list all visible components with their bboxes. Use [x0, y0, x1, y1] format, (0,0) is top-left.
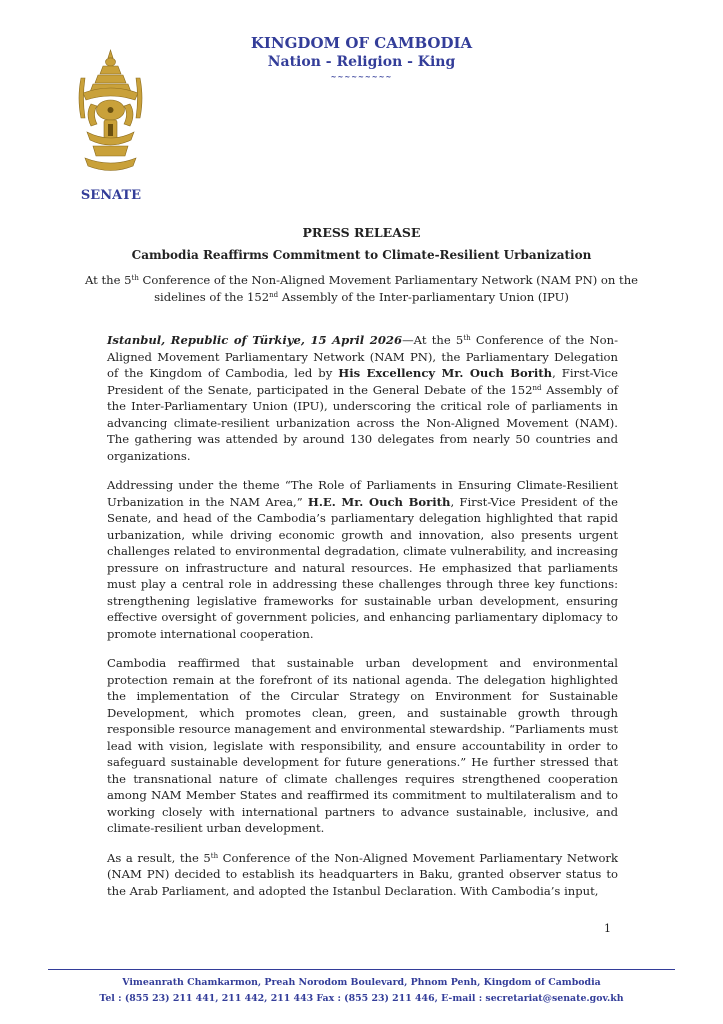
footer-address: Vimeanrath Chamkarmon, Preah Norodom Boulevard, Phnom Penh, Kingdom of Cambodia: [122, 977, 601, 988]
paragraph-3: Cambodia reaffirmed that sustainable urban development and environmental protection remain at the forefront of its national agenda. The delegation highlighted the implementation of the Circular Strategy on Environment for Sustainable Development, which promotes clean, green, and sustainable growth through responsible resource management and environmental stewardship. “Parliaments must lead with vision, legislate with responsibility, and ensure accountability in order to safeguard sustainable development for future generations.” He further stressed that the transnational nature of climate challenges requires strengthened cooperation among NAM Member States and reaffirmed its commitment to multilateralism and to working closely with international partners to advance sustainable, inclusive, and climate-resilient urban development.: [107, 656, 618, 835]
national-motto: Nation - Religion - King: [267, 54, 456, 70]
footer-divider: [48, 969, 675, 970]
paragraph-1: Istanbul, Republic of Türkiye, 15 April 2026—At the 5th Conference of the Non-Aligned Movement Parliamentary Network (NAM PN), the Parliamentary Delegation of the Kingdom of Cambodia, led by His Excellency Mr. Ouch Borith, First-Vice President of the Senate, participated in the General Debate of the 152nd Assembly of the Inter-Parliamentary Union (IPU), underscoring the critical role of parliaments in advancing climate-resilient urbanization across the Non-Aligned Movement (NAM). The gathering was attended by around 130 delegates from nearly 50 countries and organizations.: [107, 333, 619, 463]
press-release-body: [107, 332, 618, 912]
paragraph-4: As a result, the 5th Conference of the Non-Aligned Movement Parliamentary Network (NAM PN) decided to establish its headquarters in Baku, granted observer status to the Arab Parliament, and adopted the Istanbul Declaration. With Cambodia’s input,: [107, 850, 618, 898]
page-number: 1: [604, 922, 611, 935]
press-release-title: Cambodia Reaffirms Commitment to Climate-Resilient Urbanization: [131, 248, 592, 262]
footer: [0, 975, 723, 1007]
ornament-divider: ~~~~~~~~~: [330, 72, 393, 81]
press-release-label: PRESS RELEASE: [302, 225, 421, 240]
paragraph-2: Addressing under the theme “The Role of Parliaments in Ensuring Climate-Resilient Urbanization in the NAM Area,” H.E. Mr. Ouch Borith, First-Vice President of the Senate, and head of the Cambodia’s parliamentary delegation highlighted that rapid urbanization, while driving economic growth and innovation, also presents urgent challenges related to environmental degradation, climate vulnerability, and increasing pressure on infrastructure and natural resources. He emphasized that parliaments must play a central role in addressing these challenges through three key functions: strengthening legislative frameworks for sustainable urban development, ensuring effective oversight of government policies, and enhancing parliamentary diplomacy to promote international cooperation.: [107, 478, 619, 641]
institution-name: SENATE: [80, 188, 142, 203]
royal-emblem-icon: [73, 48, 148, 176]
kingdom-title: KINGDOM OF CAMBODIA: [250, 34, 473, 52]
footer-contact: Tel : (855 23) 211 441, 211 442, 211 443 Fax : (855 23) 211 446, E-mail : secretariat@senate.gov.kh: [99, 993, 624, 1004]
dateline: Istanbul, Republic of Türkiye, 15 April 2026: [107, 333, 403, 347]
event-context: At the 5th Conference of the Non-Aligned Movement Parliamentary Network (NAM PN) on the sidelines of the 152nd Assembly of the Inter-parliamentary Union (IPU): [84, 273, 639, 304]
